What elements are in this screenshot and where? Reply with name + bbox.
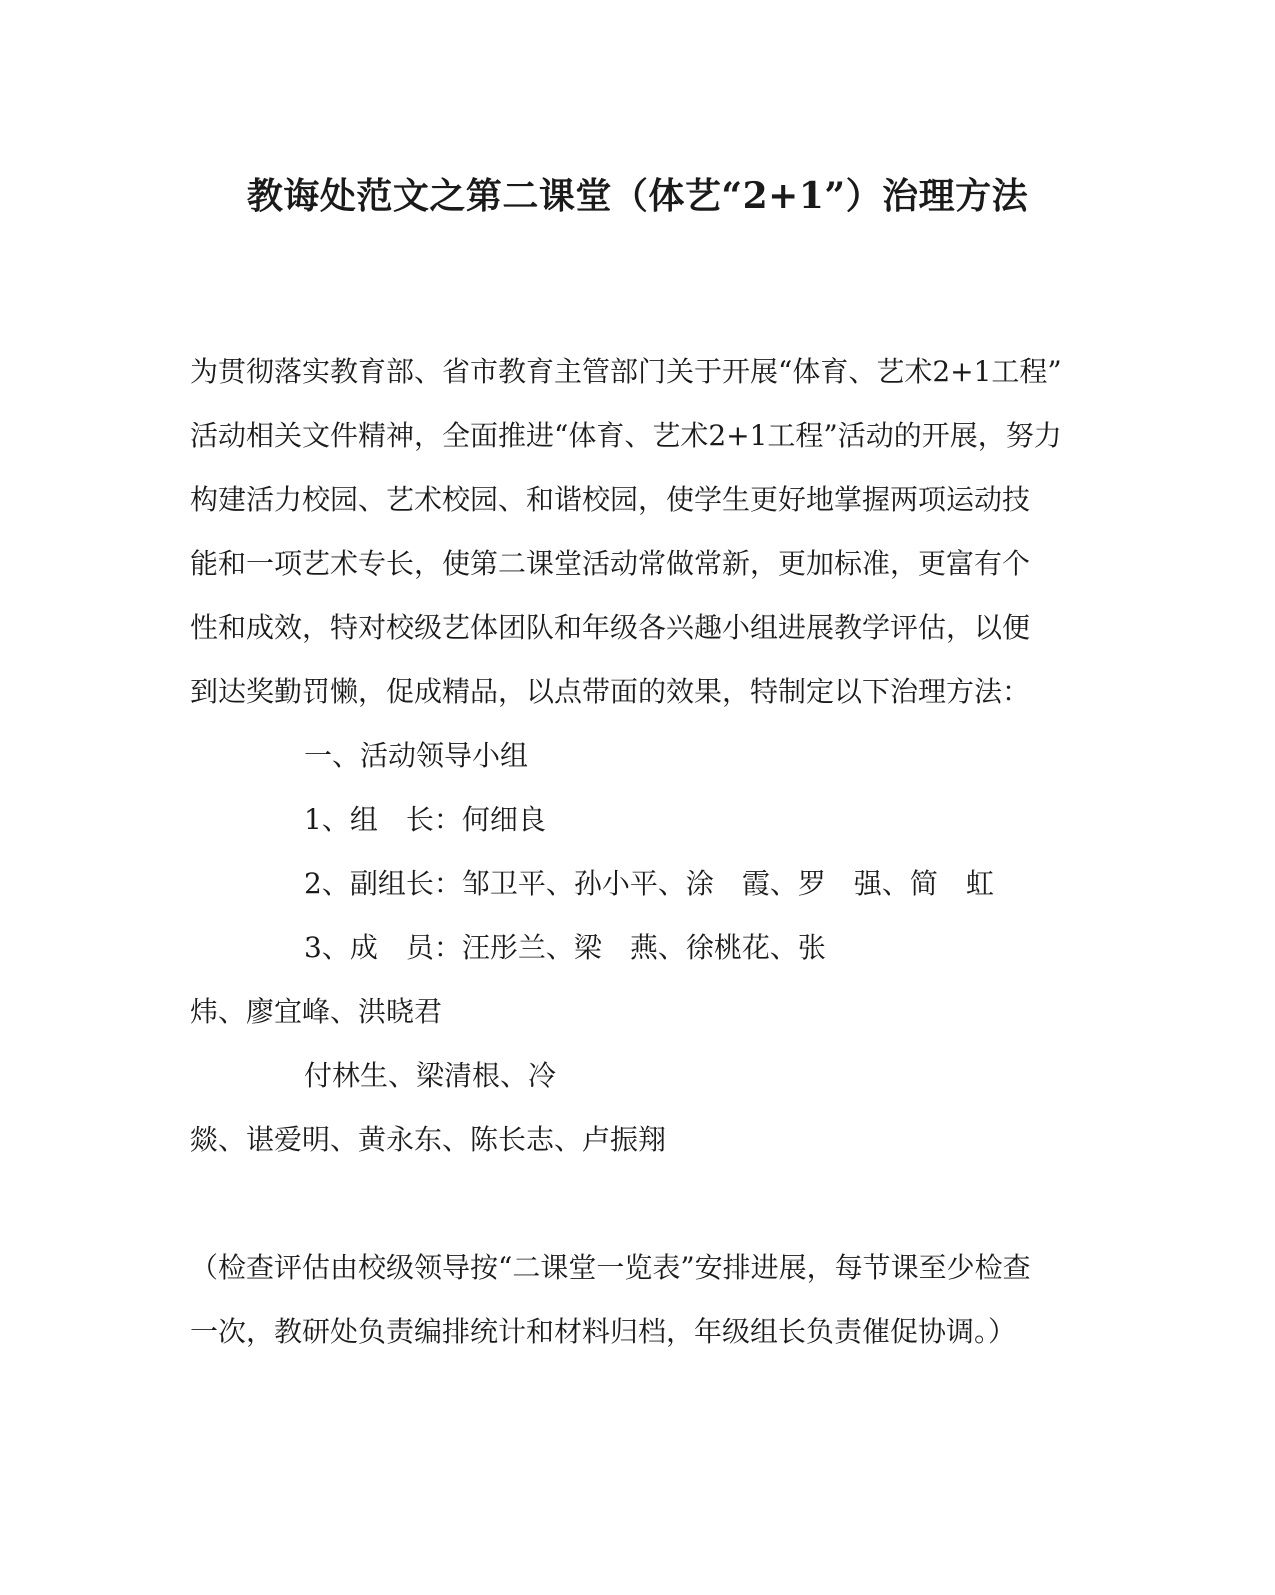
- deputy-line: 2、副组长：邹卫平、孙小平、涂 霞、罗 强、简 虹: [304, 867, 994, 900]
- intro-line: 活动相关文件精神，全面推进“体育、艺术2+1工程”活动的开展，努力: [190, 419, 1062, 452]
- intro-line: 能和一项艺术专长，使第二课堂活动常做常新，更加标准，更富有个: [190, 547, 1031, 580]
- note-line: 一次，教研处负责编排统计和材料归档，年级组长负责催促协调。）: [190, 1315, 1017, 1348]
- intro-line: 构建活力校园、艺术校园、和谐校园，使学生更好地掌握两项运动技: [190, 483, 1031, 516]
- members-line: 炜、廖宜峰、洪晓君: [190, 995, 443, 1028]
- intro-line: 为贯彻落实教育部、省市教育主管部门关于开展“体育、艺术2+1工程”: [190, 355, 1062, 388]
- section-heading: 一、活动领导小组: [304, 739, 529, 772]
- members-line: 3、成 员：汪彤兰、梁 燕、徐桃花、张: [304, 931, 826, 964]
- intro-line: 到达奖勤罚懒，促成精品，以点带面的效果，特制定以下治理方法：: [190, 675, 1031, 708]
- intro-line: 性和成效，特对校级艺体团队和年级各兴趣小组进展教学评估，以便: [190, 611, 1031, 644]
- document-title: 教诲处范文之第二课堂（体艺“2+1”）治理方法: [246, 175, 1029, 217]
- members-line: 付林生、梁清根、冷: [304, 1059, 557, 1092]
- note-line: （检查评估由校级领导按“二课堂一览表”安排进展，每节课至少检查: [190, 1251, 1031, 1284]
- leader-line: 1、组 长：何细良: [304, 803, 546, 836]
- members-line: 燚、谌爱明、黄永东、陈长志、卢振翔: [190, 1123, 667, 1156]
